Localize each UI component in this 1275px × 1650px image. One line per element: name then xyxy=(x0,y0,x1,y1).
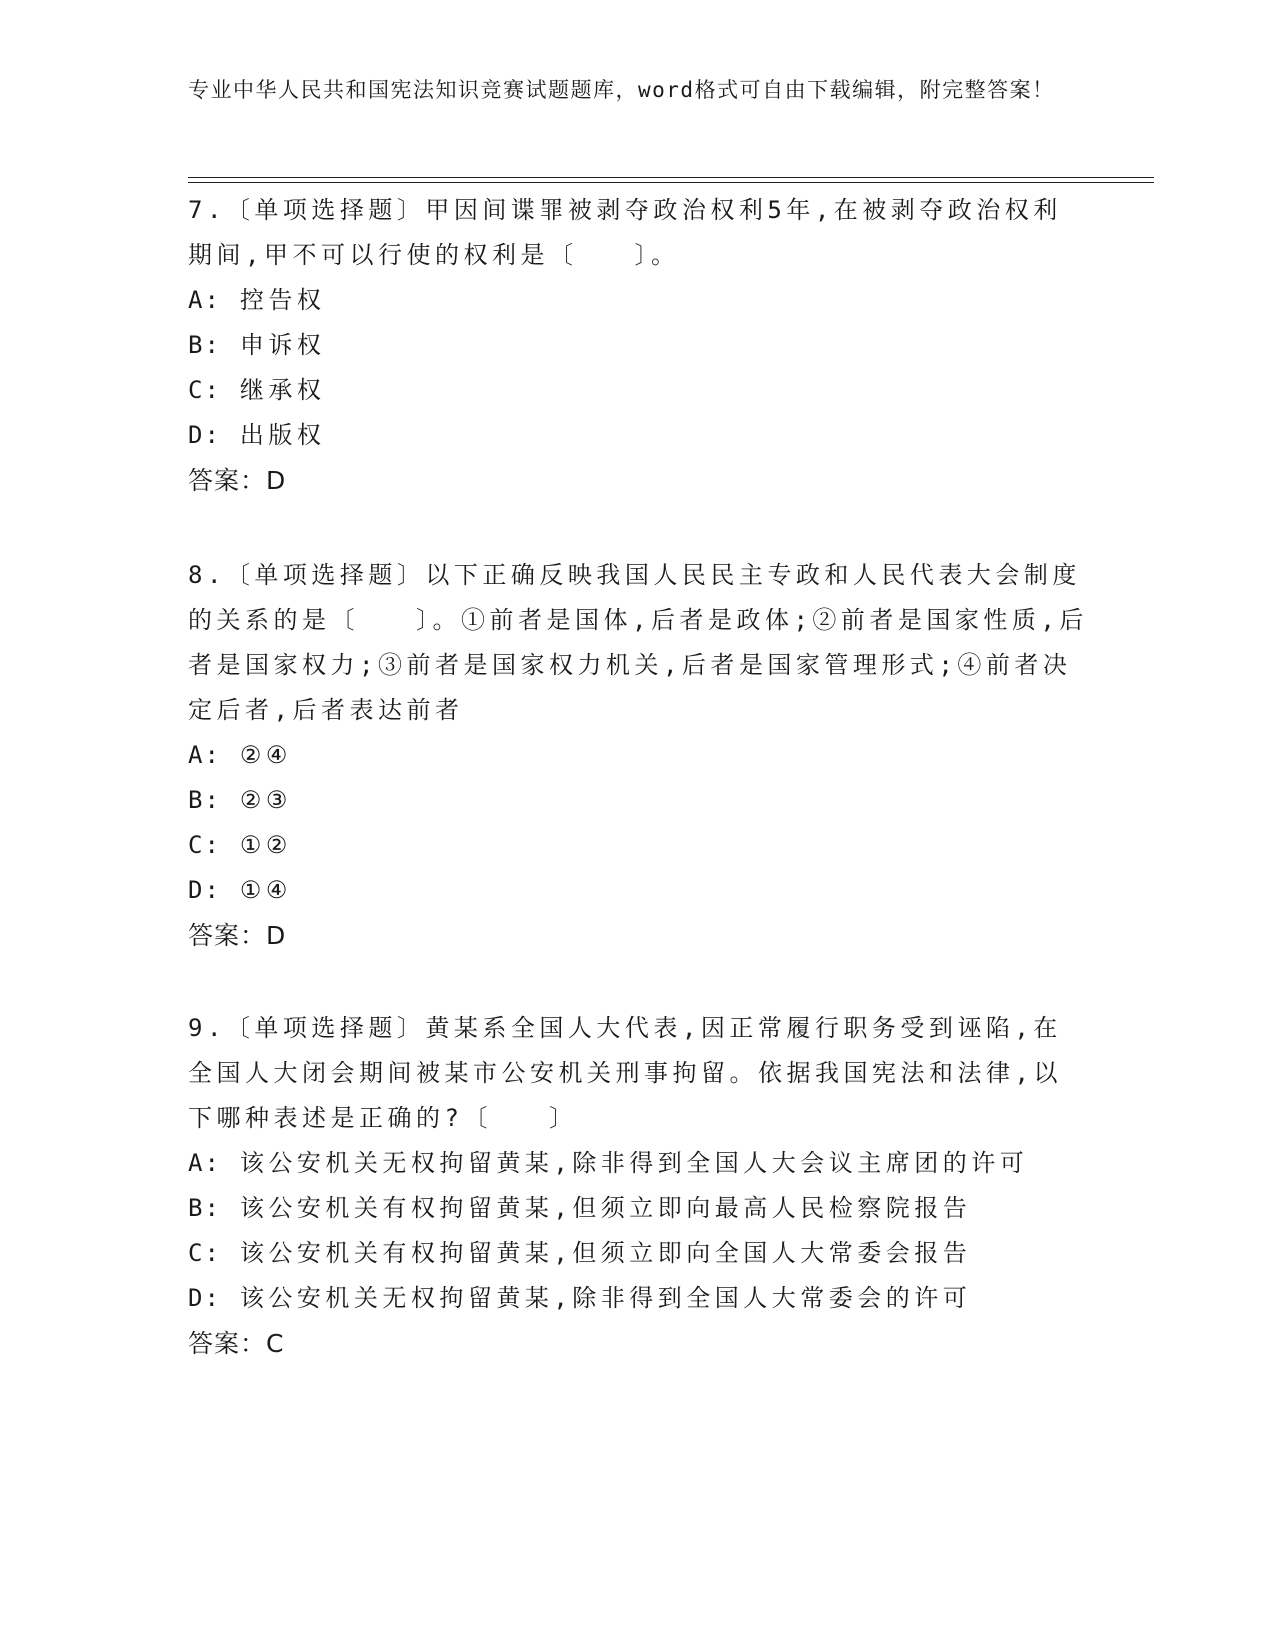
option-b xyxy=(188,1186,1088,1231)
option-key: B: xyxy=(188,331,221,359)
question-stem: 8.〔单项选择题〕以下正确反映我国人民民主专政和人民代表大会制度的关系的是〔 〕。①前者是国体,后者是政体;②前者是国家性质,后者是国家权力;③前者是国家权力机关,后者是国家管理形式;④前者决定后者,后者表达前者 xyxy=(188,561,1088,724)
answer: 答案：D xyxy=(188,921,287,950)
question-7 xyxy=(188,188,1088,503)
option-key: A: xyxy=(188,741,221,769)
option-key: D: xyxy=(188,421,221,449)
answer: 答案：D xyxy=(188,466,287,495)
option-a xyxy=(188,733,1088,778)
option-c xyxy=(188,368,1088,413)
answer: 答案：C xyxy=(188,1329,285,1358)
option-text: 继承权 xyxy=(239,376,326,404)
option-a xyxy=(188,278,1088,323)
option-key: D: xyxy=(188,876,221,904)
option-text: 该公安机关有权拘留黄某,但须立即向全国人大常委会报告 xyxy=(239,1239,972,1267)
question-stem: 7.〔单项选择题〕甲因间谍罪被剥夺政治权利5年,在被剥夺政治权利期间,甲不可以行使的权利是〔 〕。 xyxy=(188,196,1062,269)
option-key: C: xyxy=(188,376,221,404)
option-text: ①④ xyxy=(239,876,292,904)
option-key: A: xyxy=(188,286,221,314)
option-text: 该公安机关无权拘留黄某,除非得到全国人大常委会的许可 xyxy=(239,1284,972,1312)
option-text: 出版权 xyxy=(239,421,326,449)
option-text: ②④ xyxy=(239,741,292,769)
option-d xyxy=(188,868,1088,913)
header-rule-top xyxy=(188,177,1154,178)
option-key: B: xyxy=(188,786,221,814)
option-b xyxy=(188,778,1088,823)
option-key: C: xyxy=(188,831,221,859)
question-8 xyxy=(188,553,1088,958)
option-c xyxy=(188,1231,1088,1276)
option-c xyxy=(188,823,1088,868)
document-title: 专业中华人民共和国宪法知识竞赛试题题库，word格式可自由下载编辑，附完整答案！ xyxy=(188,78,1055,102)
option-text: 申诉权 xyxy=(239,331,326,359)
question-stem: 9.〔单项选择题〕黄某系全国人大代表,因正常履行职务受到诬陷,在全国人大闭会期间被某市公安机关刑事拘留。依据我国宪法和法律,以下哪种表述是正确的?〔 〕 xyxy=(188,1014,1062,1132)
option-key: A: xyxy=(188,1149,221,1177)
option-text: 该公安机关有权拘留黄某,但须立即向最高人民检察院报告 xyxy=(239,1194,972,1222)
option-a xyxy=(188,1141,1088,1186)
header-rule-bottom xyxy=(188,182,1154,183)
option-b xyxy=(188,323,1088,368)
option-key: D: xyxy=(188,1284,221,1312)
option-text: 控告权 xyxy=(239,286,326,314)
option-key: C: xyxy=(188,1239,221,1267)
option-text: 该公安机关无权拘留黄某,除非得到全国人大会议主席团的许可 xyxy=(239,1149,1029,1177)
option-text: ①② xyxy=(239,831,292,859)
option-text: ②③ xyxy=(239,786,292,814)
option-d xyxy=(188,1276,1088,1321)
question-9 xyxy=(188,1006,1088,1366)
option-d xyxy=(188,413,1088,458)
option-key: B: xyxy=(188,1194,221,1222)
